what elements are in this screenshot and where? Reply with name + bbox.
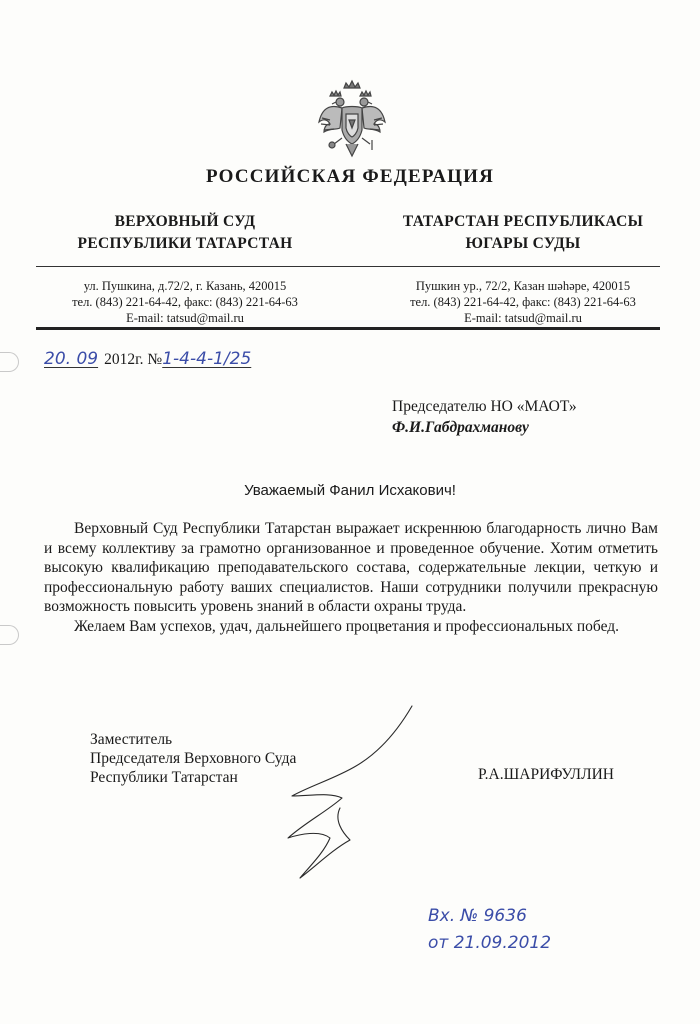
handwritten-reference-number: 1-4-4-1/25 — [162, 349, 252, 369]
court-name-russian — [40, 211, 330, 255]
email-text: E-mail: tatsud@mail.ru — [126, 311, 244, 325]
punch-hole-mark — [0, 352, 19, 372]
address-text: ул. Пушкина, д.72/2, г. Казань, 420015 — [83, 279, 287, 293]
incoming-date: от 21.09.2012 — [428, 933, 552, 953]
coat-of-arms-icon — [316, 78, 388, 160]
contact-block-russian — [40, 278, 330, 326]
handwritten-date: 20. 09 — [44, 349, 99, 369]
court-name-line: ТАТАРСТАН РЕСПУБЛИКАСЫ — [402, 213, 644, 230]
incoming-registration-stamp — [428, 903, 551, 957]
recipient-name: Ф.И.Габдрахманову — [392, 419, 529, 436]
court-name-tatar — [378, 211, 668, 255]
court-name-line: ВЕРХОВНЫЙ СУД — [114, 213, 256, 230]
signatory-line: Председателя Верховного Суда — [90, 750, 297, 767]
punch-hole-mark — [0, 625, 19, 645]
recipient-title: Председателю НО «МАОТ» — [392, 398, 577, 415]
reference-year-label: 2012г. № — [104, 351, 163, 368]
address-text: Пушкин ур., 72/2, Казан шәһәре, 420015 — [415, 279, 631, 293]
signatory-line: Заместитель — [90, 731, 173, 748]
country-title: РОССИЙСКАЯ ФЕДЕРАЦИЯ — [205, 166, 495, 187]
signatory-line: Республики Татарстан — [90, 769, 238, 786]
body-paragraph: Верховный Суд Республики Татарстан выражает искреннюю благодарность лично Вам и всему коллективу за грамотно организованное и проведенное обучение. Хотим отметить высокую квалификацию преподавательского состава, содержательные лекции, четкую и профессиональную работу ваших специалистов. Наши сотрудники получили прекрасную возможность повысить уровень знаний в области охраны труда. — [44, 520, 658, 615]
signature-icon — [270, 700, 430, 890]
signatory-position — [90, 730, 296, 787]
phone-text: тел. (843) 221-64-42, факс: (843) 221-64-63 — [72, 295, 298, 309]
signatory-name: Р.А.ШАРИФУЛЛИН — [478, 766, 614, 783]
body-paragraph: Желаем Вам успехов, удач, дальнейшего процветания и профессиональных побед. — [74, 617, 620, 635]
letter-body — [44, 519, 658, 636]
reference-line — [44, 349, 251, 369]
header-divider — [36, 266, 660, 267]
contact-block-tatar — [378, 278, 668, 326]
email-text: E-mail: tatsud@mail.ru — [464, 311, 582, 325]
phone-text: тел. (843) 221-64-42, факс: (843) 221-64-63 — [410, 295, 636, 309]
incoming-number: Вх. № 9636 — [428, 906, 527, 926]
court-name-line: РЕСПУБЛИКИ ТАТАРСТАН — [77, 235, 293, 252]
recipient-block — [392, 396, 577, 438]
header-bottom-rule — [36, 327, 660, 330]
salutation: Уважаемый Фанил Исхакович! — [244, 482, 456, 499]
court-name-line: ЮГАРЫ СУДЫ — [465, 235, 581, 252]
